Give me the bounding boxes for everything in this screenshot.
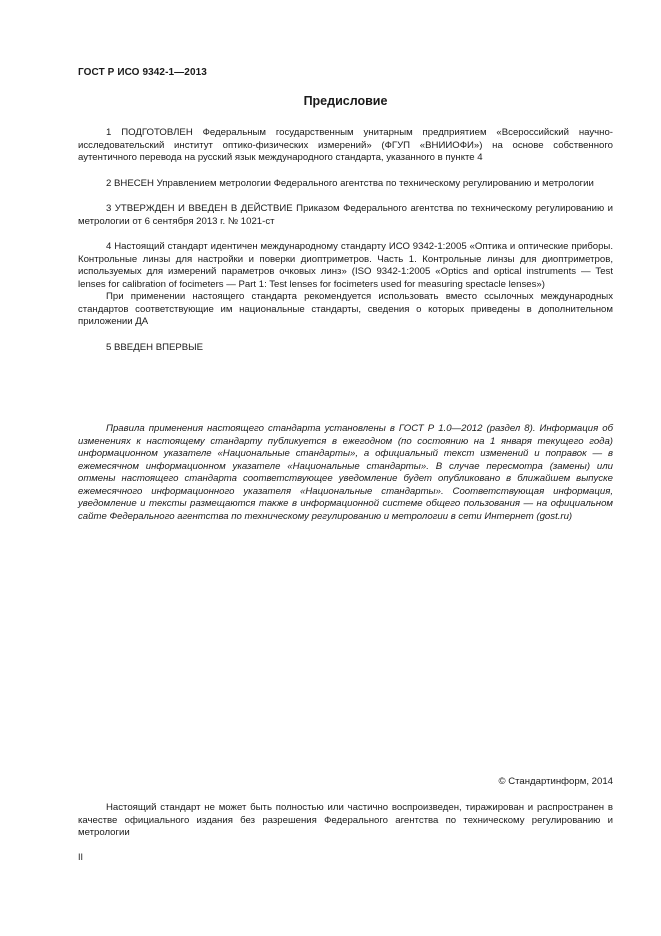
page-title: Предисловие <box>303 94 388 108</box>
foreword-item-4: 4 Настоящий стандарт идентичен международному стандарту ИСО 9342-1:2005 «Оптика и оптические приборы. Контрольные линзы для настройки и поверки диоптриметров. Часть 1. Контрольные линзы для диоптриметров, используемых для измерений параметров очковых линз» (ISO 9342-1:2005 «Optics and optical instruments — Test lenses for calibration of focimeters — Part 1: Test lenses for focimeters used for measuring spectacle lenses») <box>78 241 613 290</box>
foreword-item-5: 5 ВВЕДЕН ВПЕРВЫЕ <box>106 341 204 353</box>
page-number: II <box>78 852 84 862</box>
reproduction-notice <box>78 802 613 840</box>
document-code: ГОСТ Р ИСО 9342-1—2013 <box>78 67 207 78</box>
foreword-item-3: 3 УТВЕРЖДЕН И ВВЕДЕН В ДЕЙСТВИЕ Приказом Федерального агентства по техническому регулированию и метрологии от 6 сентября 2013 г. № 1021-ст <box>78 203 613 227</box>
foreword-item-1: 1 ПОДГОТОВЛЕН Федеральным государственным унитарным предприятием «Всероссийский научно-исследовательский институт оптико-физических измерений» (ФГУП «ВНИИОФИ») на основе собственного аутентичного перевода на русский язык международного стандарта, указанного в пункте 4 <box>78 127 613 163</box>
foreword-item-2: 2 ВНЕСЕН Управлением метрологии Федерального агентства по техническому регулированию и метрологии <box>106 177 594 189</box>
copyright-line: © Стандартинформ, 2014 <box>498 776 613 787</box>
notice-text: Правила применения настоящего стандарта установлены в ГОСТ Р 1.0—2012 (раздел 8). Информация об изменениях к настоящему стандарту публикуется в ежегодном (по состоянию на 1 января текущего года) информационном указателе «Национальные стандарты», а официальный текст изменений и поправок — в ежемесячном информационном указателе «Национальные стандарты». В случае пересмотра (замены) или отмены настоящего стандарта соответствующее уведомление будет опубликовано в ближайшем выпуске ежемесячного информационного указателя «Национальные стандарты». Соответствующая информация, уведомление и тексты размещаются также в информационной системе общего пользования — на официальном сайте Федерального агентства по техническому регулированию и метрологии в сети Интернет (gost.ru) <box>78 423 613 522</box>
reproduction-text: Настоящий стандарт не может быть полностью или частично воспроизведен, тиражирован и распространен в качестве официального издания без разрешения Федерального агентства по техническому регулированию и метрологии <box>78 802 613 838</box>
foreword-body <box>78 127 613 354</box>
foreword-item-4-note: При применении настоящего стандарта рекомендуется использовать вместо ссылочных международных стандартов соответствующие им национальные стандарты, сведения о которых приведены в дополнительном приложении ДА <box>78 291 613 327</box>
application-notice <box>78 423 613 523</box>
